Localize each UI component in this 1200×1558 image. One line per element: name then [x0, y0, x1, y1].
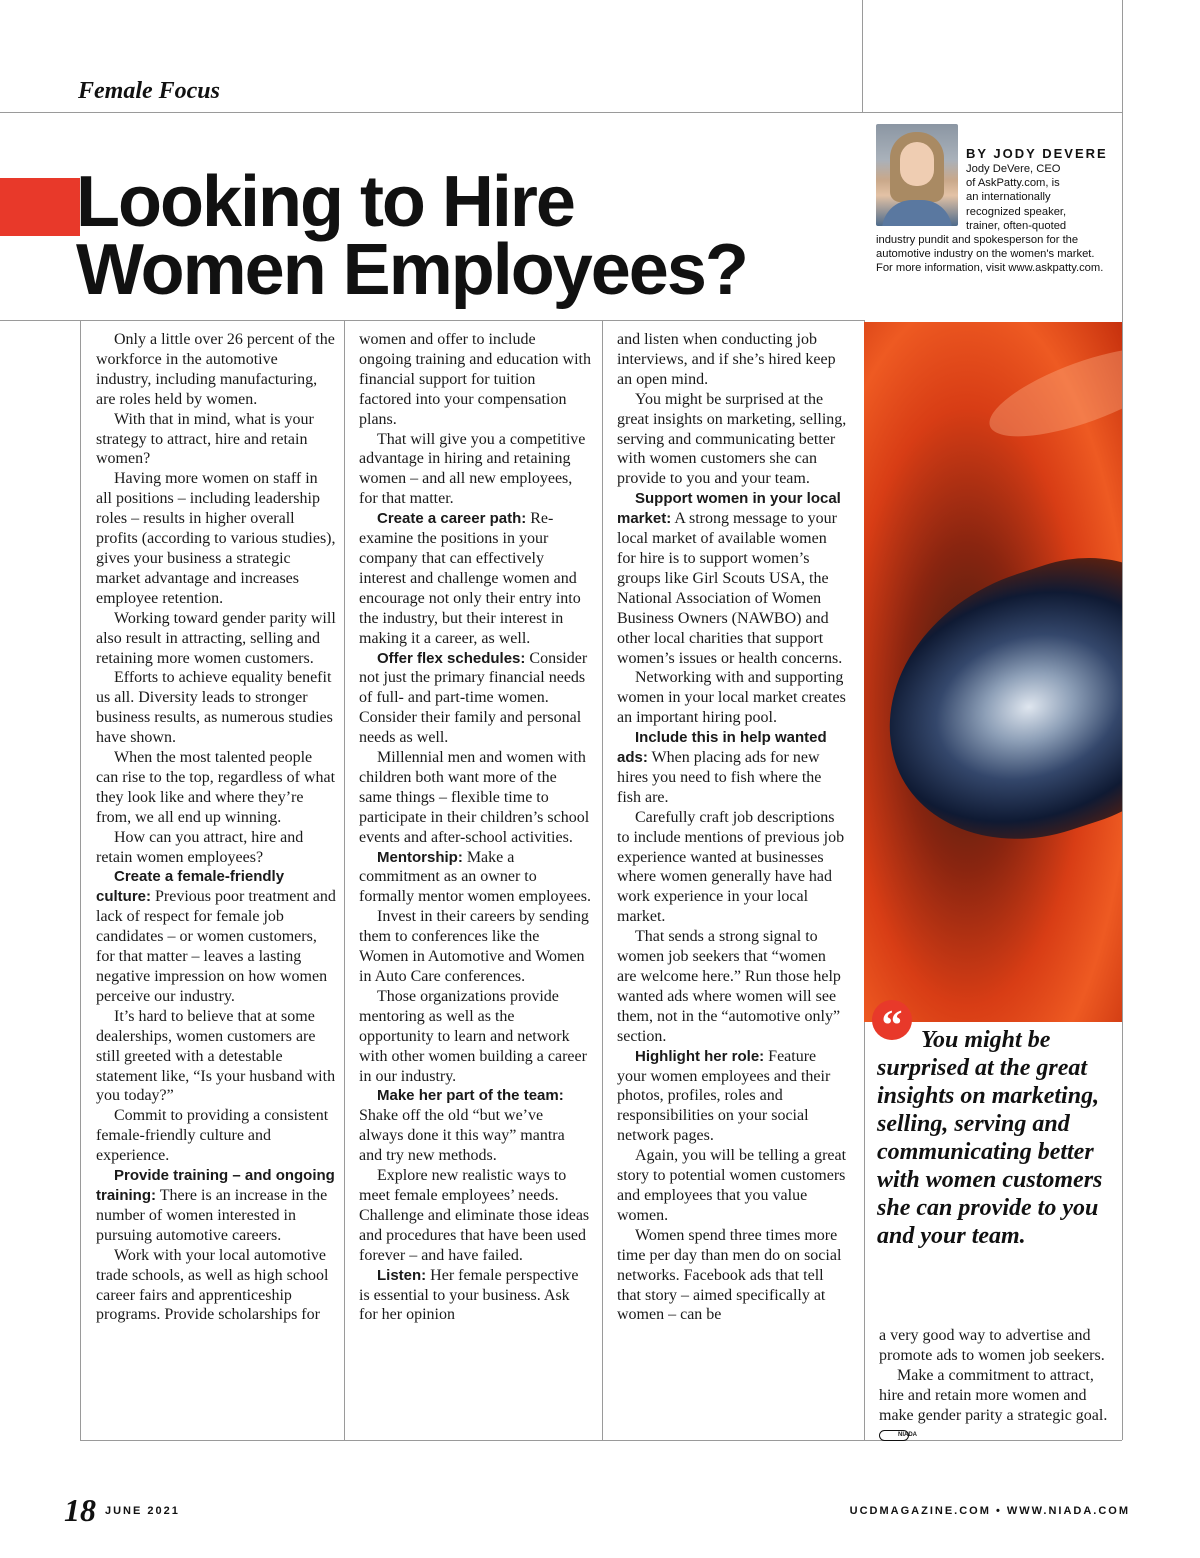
paragraph-text: Make a commitment as an owner to formally mentor women employees. [359, 848, 591, 906]
paragraph [359, 1086, 591, 1166]
paragraph [96, 867, 336, 1006]
paragraph-text: There is an increase in the number of women interested in pursuing automotive careers. [96, 1186, 328, 1244]
car-headlight-photo [864, 322, 1122, 1022]
article-column-4 [879, 1326, 1119, 1445]
paragraph [617, 1146, 849, 1226]
paragraph-lead: Make her part of the team: [377, 1087, 564, 1105]
paragraph-text: Again, you will be telling a great story to potential women customers and employees that you value women. [617, 1147, 847, 1224]
paragraph-text: Re-examine the positions in your company that can effectively interest and challenge women and encourage not only their entry into the industry, but their interest in making it a career, as well. [359, 510, 581, 647]
paragraph [96, 1106, 336, 1166]
paragraph-lead: Highlight her role: [635, 1047, 765, 1065]
body-top-rule [0, 320, 864, 321]
paragraph [96, 1007, 336, 1107]
paragraph [359, 907, 591, 987]
paragraph-text: Millennial men and women with children both want more of the same things – flexible time to participate in their children’s school events and after-school activities. [359, 749, 590, 846]
paragraph-text: Working toward gender parity will also result in attracting, selling and retaining more women customers. [96, 609, 336, 667]
paragraph-text: Only a little over 26 percent of the workforce in the automotive industry, including manufacturing, are roles held by women. [96, 331, 335, 408]
top-right-rule [862, 0, 863, 112]
headline-line-2: Women Employees? [76, 230, 747, 310]
headline-line-1: Looking to Hire [76, 162, 574, 242]
paragraph [617, 808, 849, 927]
paragraph [879, 1366, 1119, 1446]
paragraph-text: Commit to providing a consistent female-friendly culture and experience. [96, 1107, 329, 1165]
paragraph-lead: Support women in your local market: [617, 490, 841, 528]
paragraph-text: Previous poor treatment and lack of respect for female job candidates – or women customers, for that matter – leaves a lasting negative impression on how women perceive our industry. [96, 888, 336, 1005]
paragraph [617, 927, 849, 1046]
paragraph [96, 609, 336, 669]
niada-end-mark-icon: NIADA [879, 1430, 909, 1441]
paragraph-text: and listen when conducting job interviews, and if she’s hired keep an open mind. [617, 331, 836, 388]
paragraph [617, 668, 849, 728]
column-rule-1 [344, 320, 345, 1440]
paragraph [96, 330, 336, 410]
paragraph-text: Make a commitment to attract, hire and retain more women and make gender parity a strategic goal. [879, 1366, 1108, 1424]
paragraph [359, 430, 591, 510]
paragraph-text: That sends a strong signal to women job seekers that “women are welcome here.” Run those help wanted ads where women will see them, not in the “automotive only” section. [617, 928, 841, 1045]
footer-sites: UCDMAGAZINE.COM • WWW.NIADA.COM [849, 1505, 1130, 1517]
paragraph-text: Having more women on staff in all positions – including leadership roles – results in higher overall profits (according to various studies), gives your business a strategic market advantage and increases employee retention. [96, 470, 336, 607]
paragraph-lead: Provide training – and ongoing training: [96, 1167, 335, 1204]
paragraph-text: a very good way to advertise and promote ads to women job seekers. [879, 1327, 1105, 1364]
paragraph [617, 489, 849, 668]
paragraph-text: Her female perspective is essential to your business. Ask for her opinion [359, 1266, 579, 1324]
article-column-1 [96, 330, 336, 1325]
paragraph [96, 748, 336, 828]
paragraph [96, 828, 336, 868]
paragraph-text: Shake off the old “but we’ve always done it this way” mantra and try new methods. [359, 1107, 565, 1165]
byline-name: BY JODY DEVERE [966, 146, 1108, 161]
paragraph-text: That will give you a competitive advantage in hiring and retaining women – and all new employees, for that matter. [359, 430, 586, 508]
paragraph-text: women and offer to include ongoing training and education with financial support for tuition factored into your compensation plans. [359, 331, 591, 428]
paragraph [617, 330, 849, 390]
paragraph-text: Consider not just the primary financial needs of full- and part-time women. Consider their family and personal needs as well. [359, 649, 588, 747]
paragraph [359, 649, 591, 749]
paragraph [359, 509, 591, 648]
headline [76, 162, 856, 310]
pullquote-rest: surprised at the great insights on marketing, selling, serving and communicating better with women customers she can provide to you and your team. [877, 1055, 1103, 1249]
paragraph-text: Invest in their careers by sending them to conferences like the Women in Automotive and Women in Auto Care conferences. [359, 908, 589, 985]
column-rule-left [80, 320, 81, 1440]
header-rule [0, 112, 1122, 113]
paragraph [359, 748, 591, 848]
paint-glare [980, 330, 1122, 455]
byline-bio-line: trainer, often-quoted [966, 219, 1067, 232]
paragraph [359, 987, 591, 1087]
byline-bio-line: recognized speaker, [966, 205, 1067, 218]
byline-bio-indented [876, 162, 1112, 233]
byline-bio [876, 162, 1112, 276]
paragraph-text: When placing ads for new hires you need to fish where the fish are. [617, 749, 822, 806]
pullquote-first-line: You might be [921, 1027, 1051, 1053]
paragraph-lead: Create a career path: [377, 510, 527, 528]
paragraph [96, 668, 336, 748]
paragraph-text: Those organizations provide mentoring as well as the opportunity to learn and network with other women building a career in our industry. [359, 987, 587, 1085]
paragraph-lead: Mentorship: [377, 848, 463, 866]
page-number: 18 [64, 1492, 96, 1528]
paragraph [879, 1326, 1119, 1366]
paragraph [359, 330, 591, 430]
paragraph-text: Feature your women employees and their photos, profiles, roles and responsibilities on your social network pages. [617, 1047, 831, 1145]
paragraph [359, 1266, 591, 1326]
paragraph-lead: Listen: [377, 1266, 427, 1284]
paragraph [617, 390, 849, 490]
paragraph-text: Women spend three times more time per day than men do on social networks. Facebook ads that tell that story – aimed specifically at women – can be [617, 1226, 842, 1324]
headlight-lamp [864, 529, 1122, 875]
column-rule-2 [602, 320, 603, 1440]
paragraph-text: Networking with and supporting women in your local market creates an important hiring pool. [617, 669, 846, 727]
paragraph-lead: Offer flex schedules: [377, 649, 526, 667]
paragraph-text: Explore new realistic ways to meet female employees’ needs. Challenge and eliminate those ideas and procedures that have been used forever – and have failed. [359, 1167, 590, 1264]
byline-bio-line: of AskPatty.com, is [966, 177, 1060, 190]
paragraph [96, 1246, 336, 1326]
pullquote [877, 1026, 1117, 1250]
paragraph [617, 1047, 849, 1147]
paragraph-text: With that in mind, what is your strategy to attract, hire and retain women? [96, 410, 314, 468]
paragraph [359, 848, 591, 908]
right-edge-rule [1122, 0, 1123, 1440]
paragraph [359, 1166, 591, 1266]
paragraph [96, 469, 336, 608]
paragraph-lead: Include this in help wanted ads: [617, 729, 827, 767]
paragraph-text: Efforts to achieve equality benefit us all. Diversity leads to stronger business results, as numerous studies have shown. [96, 669, 333, 747]
byline-bio-line: Jody DeVere, CEO [966, 163, 1061, 175]
paragraph-text: A strong message to your local market of available women for hire is to support women’s groups like Girl Scouts USA, the National Association of Women Business Owners (NAWBO) and other local charities that support women’s issues or health concerns. [617, 510, 843, 667]
quote-icon: “ [872, 1000, 912, 1040]
paragraph [617, 728, 849, 808]
paragraph-text: Carefully craft job descriptions to include mentions of previous job experience wanted at businesses where women generally have had work experience in your local market. [617, 808, 845, 926]
paragraph [96, 410, 336, 470]
headline-accent-bar [0, 178, 80, 236]
paragraph-lead: Create a female-friendly culture: [96, 868, 285, 906]
paragraph-text: It’s hard to believe that at some dealerships, women customers are still greeted with a detestable statement like, “Is your husband with you today?” [96, 1007, 336, 1105]
section-label: Female Focus [78, 78, 220, 104]
paragraph-text: When the most talented people can rise to the top, regardless of what they look like and where they’re from, we all end up winning. [96, 749, 336, 826]
article-column-3 [617, 330, 849, 1325]
byline-bio-line: an internationally [966, 191, 1051, 204]
paragraph [617, 1226, 849, 1326]
paragraph-text: Work with your local automotive trade schools, as well as high school career fairs and apprenticeship programs. Provide scholarships for [96, 1246, 329, 1324]
article-column-2 [359, 330, 591, 1325]
byline-bio-rest: industry pundit and spokesperson for the automotive industry on the women's market. For more information, visit www.askpatty.com. [876, 234, 1104, 275]
issue-date: JUNE 2021 [105, 1505, 180, 1517]
paragraph [96, 1166, 336, 1246]
paragraph-text: How can you attract, hire and retain women employees? [96, 828, 304, 866]
paragraph-text: You might be surprised at the great insights on marketing, selling, serving and communicating better with women customers she can provide to you and your team. [617, 390, 847, 488]
